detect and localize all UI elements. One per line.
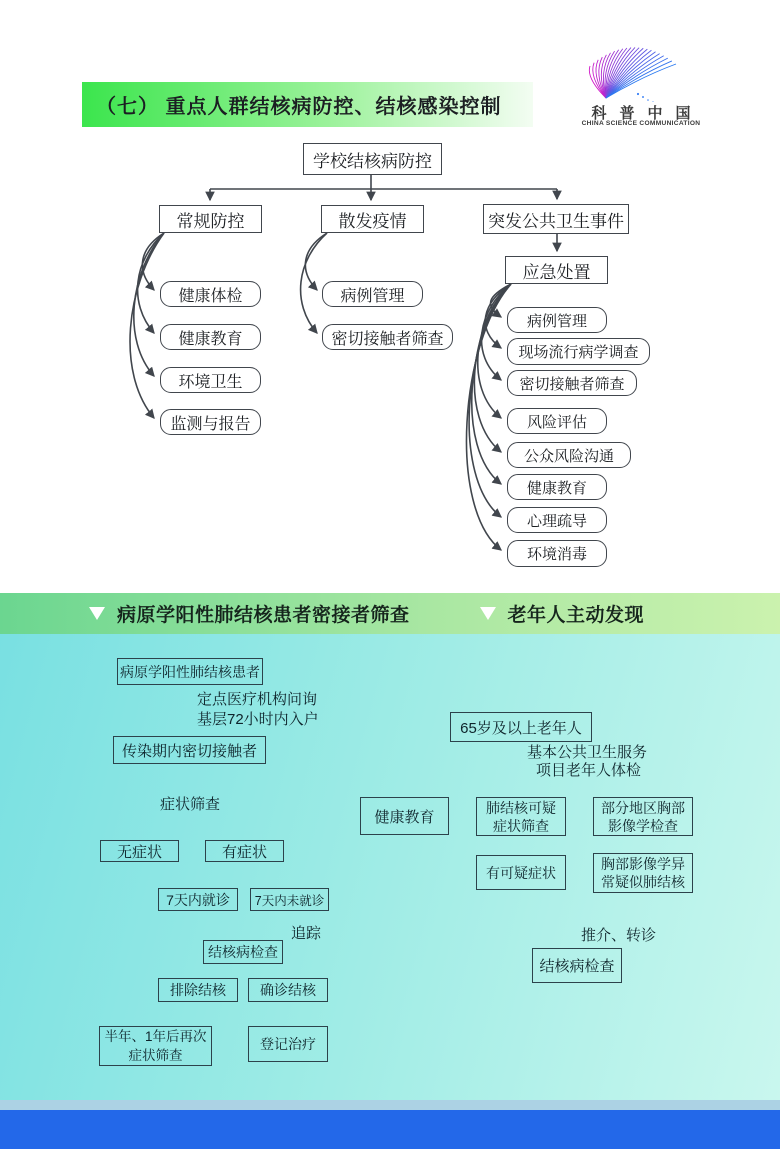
node-suspect-symptom-screening bbox=[476, 797, 566, 836]
node-symptom-screening-diamond: 症状筛查 bbox=[159, 795, 220, 813]
node-contact-screening: 密切接触者筛查 bbox=[322, 324, 453, 350]
node-no-visit-within-7d: 7天内未就诊 bbox=[250, 888, 329, 911]
node-emergency-response: 应急处置 bbox=[505, 256, 608, 284]
node-routine: 常规防控 bbox=[159, 205, 262, 233]
node-em-contact-screening: 密切接触者筛查 bbox=[507, 370, 637, 396]
node-health-checkup: 健康体检 bbox=[160, 281, 261, 307]
page-title: （七） 重点人群结核病防控、结核感染控制 bbox=[82, 82, 533, 127]
node-contacts: 传染期内密切接触者 bbox=[113, 736, 266, 764]
node-tb-excluded: 排除结核 bbox=[158, 978, 238, 1002]
footer-light-band bbox=[0, 1100, 780, 1110]
node-em-disinfection: 环境消毒 bbox=[507, 540, 607, 567]
label-visit-note-line1: 定点医疗机构问询 bbox=[197, 691, 318, 708]
label-public-health-service bbox=[527, 744, 647, 780]
node-em-health-education: 健康教育 bbox=[507, 474, 607, 500]
node-case-management: 病例管理 bbox=[322, 281, 423, 307]
node-environment-hygiene: 环境卫生 bbox=[160, 367, 261, 393]
node-chest-imaging bbox=[593, 797, 693, 836]
label-phs-line2: 项目老年人体检 bbox=[536, 762, 642, 779]
science-logo-icon bbox=[586, 36, 696, 102]
label-visit-note bbox=[197, 690, 319, 730]
node-imaging-line2: 影像学检查 bbox=[608, 817, 678, 834]
node-no-symptom: 无症状 bbox=[100, 840, 179, 862]
label-refer: 推介、转诊 bbox=[581, 927, 657, 944]
node-elderly-65: 65岁及以上老年人 bbox=[450, 712, 592, 742]
section-right-title bbox=[480, 600, 645, 627]
node-sporadic: 散发疫情 bbox=[321, 205, 424, 233]
node-em-risk-communication: 公众风险沟通 bbox=[507, 442, 631, 468]
node-has-symptom: 有症状 bbox=[205, 840, 284, 862]
node-suspect-line1: 肺结核可疑 bbox=[486, 799, 556, 816]
node-recheck-line2: 症状筛查 bbox=[128, 1048, 183, 1063]
node-em-risk-assessment: 风险评估 bbox=[507, 408, 607, 434]
node-positive-patient: 病原学阳性肺结核患者 bbox=[117, 658, 263, 685]
logo-cn-text: 科普中国 bbox=[591, 105, 704, 122]
label-phs-line1: 基本公共卫生服务 bbox=[527, 744, 648, 761]
node-recheck-line1: 半年、1年后再次 bbox=[104, 1029, 207, 1044]
node-em-psych-support: 心理疏导 bbox=[507, 507, 607, 533]
node-imaging-line1: 部分地区胸部 bbox=[601, 799, 685, 816]
triangle-down-icon bbox=[89, 607, 105, 620]
node-monitor-report: 监测与报告 bbox=[160, 409, 261, 435]
node-imaging-abnormal bbox=[593, 853, 693, 893]
logo-en-text: CHINA SCIENCE COMMUNICATION bbox=[581, 120, 701, 127]
section-right-label: 老年人主动发现 bbox=[507, 605, 645, 626]
node-tb-examination: 结核病检查 bbox=[203, 940, 283, 964]
node-elderly-health-education: 健康教育 bbox=[360, 797, 449, 835]
node-suspect-line2: 症状筛查 bbox=[493, 817, 549, 834]
section-band bbox=[0, 593, 780, 634]
node-emergency: 突发公共卫生事件 bbox=[483, 204, 629, 234]
label-visit-note-line2: 基层72小时内入户 bbox=[197, 711, 319, 728]
section-left-title bbox=[89, 600, 410, 627]
triangle-down-icon bbox=[480, 607, 496, 620]
node-tb-confirmed: 确诊结核 bbox=[248, 978, 328, 1002]
footer-blue-band bbox=[0, 1110, 780, 1149]
node-visit-within-7d: 7天内就诊 bbox=[158, 888, 238, 911]
section-left-label: 病原学阳性肺结核患者密接者筛查 bbox=[117, 605, 410, 626]
node-abnormal-line2: 常疑似肺结核 bbox=[601, 874, 685, 890]
node-recheck-later bbox=[99, 1026, 212, 1066]
node-health-education: 健康教育 bbox=[160, 324, 261, 350]
node-em-case-management: 病例管理 bbox=[507, 307, 607, 333]
brand-logo bbox=[566, 36, 716, 128]
node-em-epi-investigation: 现场流行病学调查 bbox=[507, 338, 650, 365]
node-school-root: 学校结核病防控 bbox=[303, 143, 442, 175]
label-trace: 追踪 bbox=[291, 925, 322, 942]
node-elderly-tb-exam: 结核病检查 bbox=[532, 948, 622, 983]
node-has-suspect-symptom: 有可疑症状 bbox=[476, 855, 566, 890]
node-abnormal-line1: 胸部影像学异 bbox=[601, 856, 685, 872]
node-register-treatment: 登记治疗 bbox=[248, 1026, 328, 1062]
